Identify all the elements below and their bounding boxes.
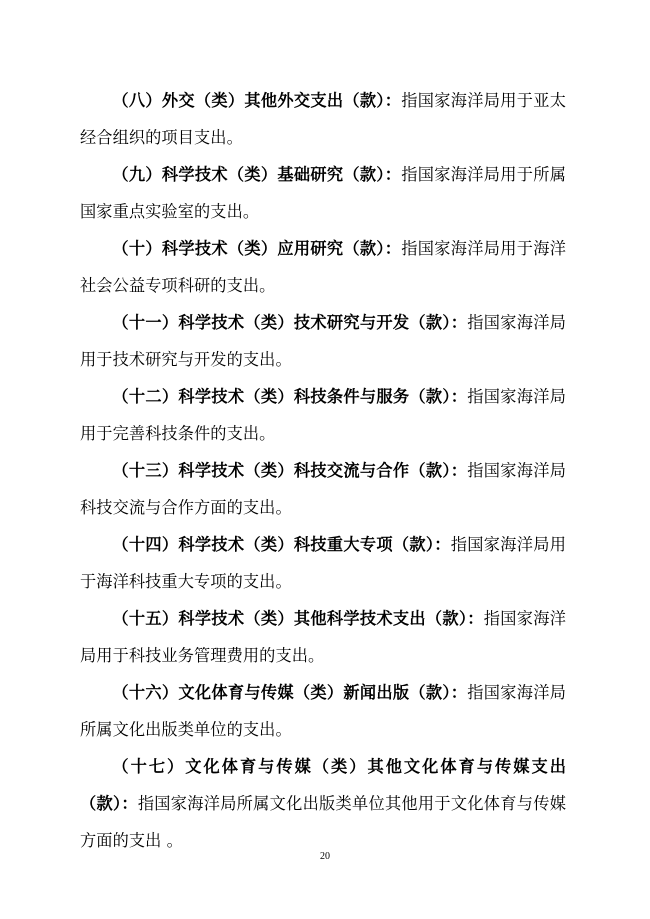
paragraph-heading: （十七）文化体育与传媒（类）其他文化体育与传媒支出（款）： — [80, 757, 566, 813]
paragraph-text: 指国家海洋局用于亚太经合组织的项目支出。 — [80, 91, 567, 147]
paragraph-text: 指国家海洋局科技交流与合作方面的支出。 — [80, 461, 566, 517]
paragraph-item-15 — [80, 600, 566, 674]
paragraph-item-16 — [80, 674, 566, 748]
paragraph-heading: （十二）科学技术（类）科技条件与服务（款）： — [112, 387, 468, 406]
paragraph-text: 指国家海洋局所属文化出版类单位其他用于文化体育与传媒方面的支出 。 — [80, 794, 566, 850]
paragraph-heading: （十）科学技术（类）应用研究（款）： — [112, 239, 402, 258]
paragraph-item-8 — [80, 82, 566, 156]
paragraph-heading: （十三）科学技术（类）科技交流与合作（款）： — [112, 461, 468, 480]
paragraph-text: 指国家海洋局用于所属国家重点实验室的支出。 — [80, 165, 567, 221]
paragraph-item-13 — [80, 452, 566, 526]
paragraph-item-9 — [80, 156, 566, 230]
document-body — [80, 82, 566, 859]
paragraph-text: 指国家海洋局用于科技业务管理费用的支出。 — [80, 609, 567, 665]
paragraph-text: 指国家海洋局用于海洋社会公益专项科研的支出。 — [80, 239, 567, 295]
paragraph-heading: （九）科学技术（类）基础研究（款）： — [112, 165, 402, 184]
paragraph-item-12 — [80, 378, 566, 452]
paragraph-item-10 — [80, 230, 566, 304]
paragraph-item-14 — [80, 526, 566, 600]
paragraph-heading: （十四）科学技术（类）科技重大专项（款）： — [112, 535, 451, 554]
paragraph-item-17 — [80, 748, 566, 859]
paragraph-heading: （十一）科学技术（类）技术研究与开发（款）： — [112, 313, 468, 332]
paragraph-text: 指国家海洋局所属文化出版类单位的支出。 — [80, 683, 566, 739]
paragraph-text: 指国家海洋局用于技术研究与开发的支出。 — [80, 313, 566, 369]
paragraph-text: 指国家海洋局用于海洋科技重大专项的支出。 — [80, 535, 567, 591]
paragraph-heading: （八）外交（类）其他外交支出（款）： — [112, 91, 402, 110]
paragraph-heading: （十六）文化体育与传媒（类）新闻出版（款）： — [112, 683, 468, 702]
paragraph-item-11 — [80, 304, 566, 378]
paragraph-heading: （十五）科学技术（类）其他科学技术支出（款）： — [112, 609, 484, 628]
page-number: 20 — [320, 851, 330, 862]
paragraph-text: 指国家海洋局用于完善科技条件的支出。 — [80, 387, 566, 443]
